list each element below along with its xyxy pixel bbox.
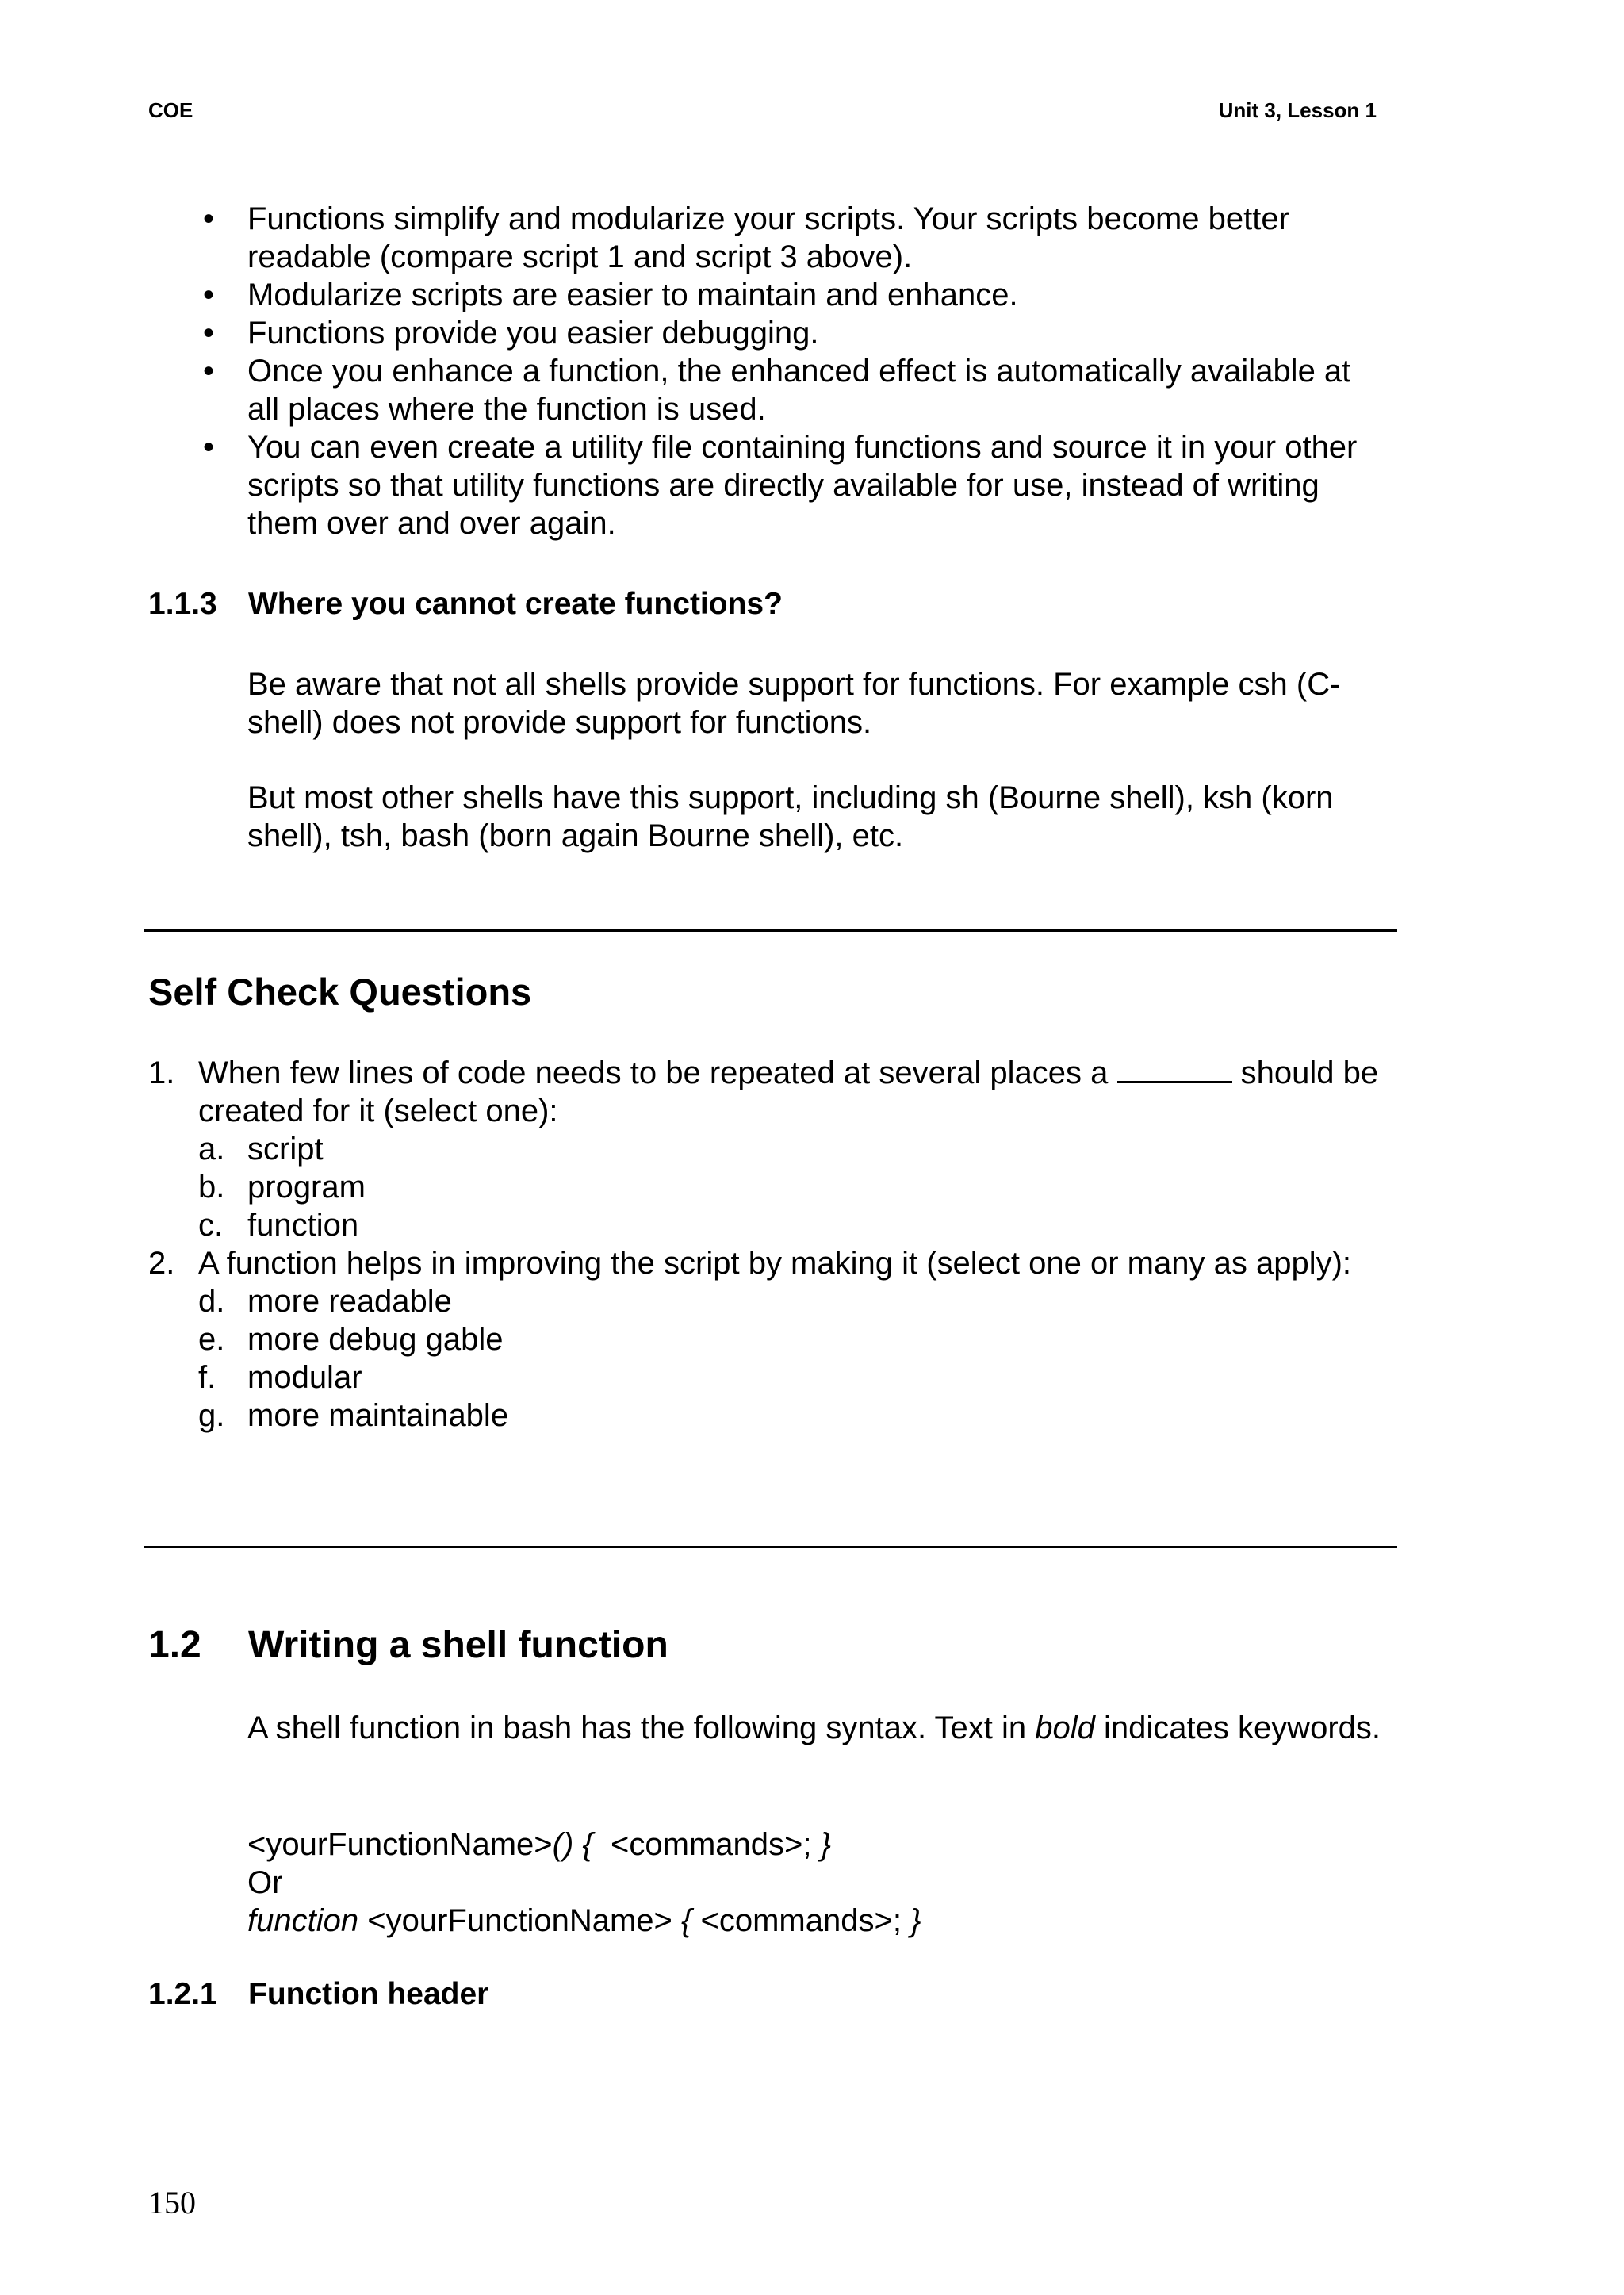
benefits-bullet-list	[198, 200, 1364, 542]
section-heading-1-2	[148, 1623, 668, 1667]
bullet-dot-icon: •	[203, 354, 215, 389]
self-check-question-list	[148, 1054, 1385, 1435]
option-item: g. more maintainable	[198, 1398, 509, 1433]
syntax-or: Or	[247, 1865, 283, 1900]
self-check-title: Self Check Questions	[148, 971, 532, 1013]
syntax-line-2: function <yourFunctionName> { <commands>; }	[247, 1903, 921, 1938]
question-number: 2.	[148, 1246, 175, 1281]
bullet-dot-icon: •	[203, 316, 215, 351]
section-title: Writing a shell function	[248, 1624, 668, 1666]
bullet-item: • Functions provide you easier debugging.	[203, 316, 819, 351]
header-right: Unit 3, Lesson 1	[1218, 98, 1377, 122]
option-item: b. program	[198, 1170, 366, 1205]
function-syntax-block	[247, 1826, 921, 1940]
option-item: d. more readable	[198, 1284, 452, 1319]
answer-blank	[1117, 1054, 1232, 1083]
bullet-item: • Modularize scripts are easier to maintain and enhance.	[203, 278, 1018, 312]
bullet-dot-icon: •	[203, 278, 215, 312]
header-left: COE	[148, 98, 193, 122]
section-number: 1.2.1	[148, 1977, 217, 2011]
paragraph-syntax-intro: A shell function in bash has the following syntax. Text in bold indicates keywords.	[247, 1711, 1381, 1745]
divider-line	[144, 1546, 1397, 1548]
option-item: e. more debug gable	[198, 1322, 504, 1357]
section-heading-1-2-1	[148, 1977, 488, 2012]
question-2: 2. A function helps in improving the script by making it (select one or many as apply):	[148, 1246, 1352, 1281]
option-item: a. script	[198, 1132, 324, 1167]
section-title: Function header	[248, 1977, 489, 2011]
section-number: 1.1.3	[148, 587, 217, 621]
bullet-item: • Functions simplify and modularize your scripts. Your scripts become better readable (compare script 1 and script 3 above).	[203, 201, 1289, 274]
bullet-item: • You can even create a utility file containing functions and source it in your other scripts so that utility functions are directly available for use, instead of writing them over and over again.	[203, 430, 1358, 541]
syntax-line-1: <yourFunctionName>() { <commands>; }	[247, 1827, 831, 1862]
paragraph-shell-support: Be aware that not all shells provide support for functions. For example csh (C-shell) does not provide support for functions.	[247, 667, 1341, 740]
option-item: c. function	[198, 1208, 359, 1243]
bullet-item: • Once you enhance a function, the enhanced effect is automatically available at all places where the function is used.	[203, 354, 1351, 427]
question-number: 1.	[148, 1056, 175, 1090]
divider-line	[144, 929, 1397, 932]
section-heading-1-1-3	[148, 587, 783, 622]
question-1: 1. When few lines of code needs to be repeated at several places a should be created for it (select one):	[148, 1056, 1379, 1128]
option-item: f. modular	[198, 1360, 362, 1395]
bullet-dot-icon: •	[203, 430, 215, 465]
section-number: 1.2	[148, 1624, 201, 1666]
page-number: 150	[148, 2185, 196, 2220]
paragraph-other-shells: But most other shells have this support, including sh (Bourne shell), ksh (korn shell), tsh, bash (born again Bourne shell), etc.	[247, 780, 1334, 853]
bullet-dot-icon: •	[203, 201, 215, 236]
section-title: Where you cannot create functions?	[248, 587, 783, 621]
